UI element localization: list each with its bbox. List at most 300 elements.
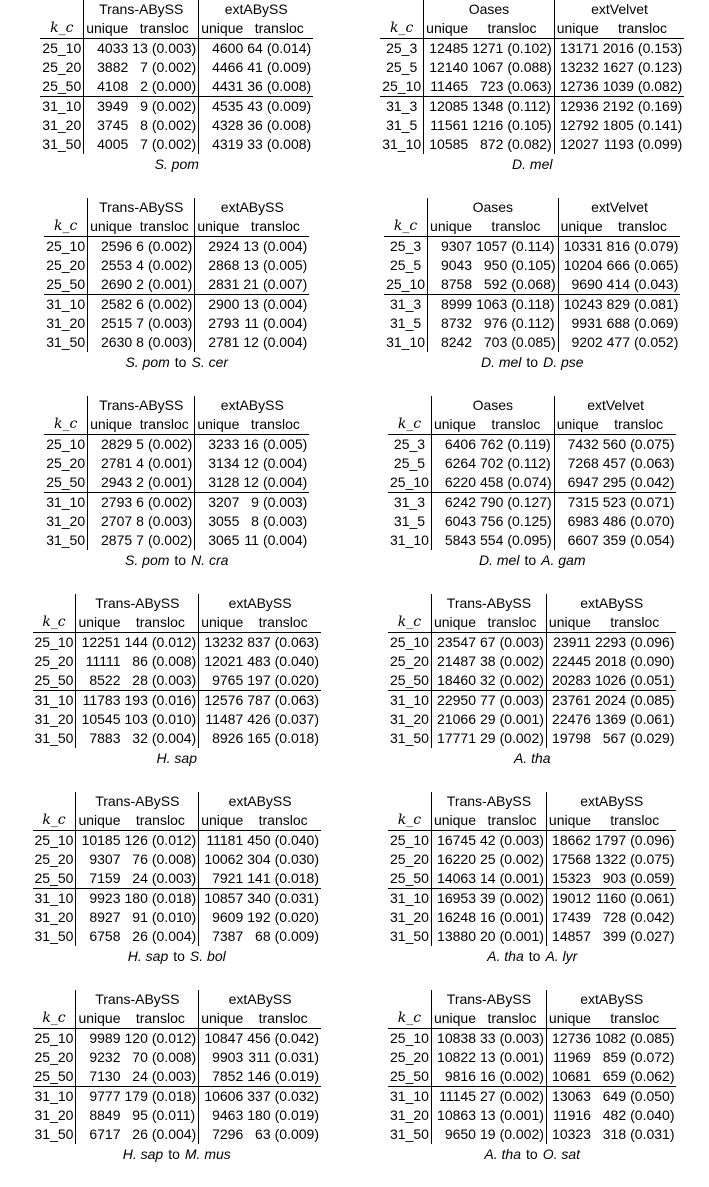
group2-unique-cell: 23911 xyxy=(553,634,591,650)
group2-transloc-count-cell: 68 xyxy=(255,928,271,944)
results-table xyxy=(33,990,321,1144)
group1-transloc-count-cell: 1057 xyxy=(476,238,508,254)
table-row xyxy=(44,473,309,493)
table-body xyxy=(388,435,676,551)
kc-cell: 31_3 xyxy=(384,295,427,315)
table-row xyxy=(388,850,676,869)
table-body xyxy=(380,39,684,155)
group2-transloc-count-cell: 1627 xyxy=(602,59,634,75)
group2-transloc-count-cell: 2016 xyxy=(602,40,634,56)
group2-transloc-ratio-cell: (0.004) xyxy=(262,455,308,471)
group1-transloc-count-cell: 20 xyxy=(479,928,496,944)
table-block xyxy=(0,198,354,372)
group1-transloc-count-cell: 29 xyxy=(479,730,496,746)
group2-transloc-ratio-cell: (0.004) xyxy=(262,238,308,254)
kc-header: k_c xyxy=(388,1009,431,1029)
group1-transloc-ratio-cell: (0.000) xyxy=(150,77,199,97)
kc-cell: 25_50 xyxy=(388,869,431,889)
table-header xyxy=(388,990,676,1029)
group2-transloc-ratio-cell: (0.051) xyxy=(630,672,675,688)
group1-transloc-count-cell: 8 xyxy=(136,513,144,529)
group1-unique-cell: 2793 xyxy=(88,493,135,513)
kc-cell: 25_20 xyxy=(33,1048,76,1067)
group-header-row xyxy=(388,396,676,415)
group1-unique-cell: 2875 xyxy=(101,532,133,548)
table-caption xyxy=(487,947,577,966)
group1-unique-cell: 11783 xyxy=(76,691,123,711)
group1-unique-cell: 11145 xyxy=(431,1087,478,1107)
table-body xyxy=(44,237,309,353)
kc-cell: 31_20 xyxy=(44,512,87,531)
transloc-header-1: transloc xyxy=(478,415,554,435)
group2-unique-cell: 10062 xyxy=(204,851,244,867)
subheader-row xyxy=(33,1009,321,1029)
group2-transloc-count-cell: 1322 xyxy=(594,851,627,867)
kc-cell: 31_5 xyxy=(388,512,431,531)
group-header-row xyxy=(388,594,676,613)
group-header-1: Trans-ABySS xyxy=(76,990,199,1009)
group1-unique-cell: 13880 xyxy=(437,928,476,944)
table-row xyxy=(44,295,309,315)
subheader-row xyxy=(44,217,309,237)
group-header-2: extABySS xyxy=(220,199,284,215)
group1-transloc-ratio-cell: (0.001) xyxy=(146,454,195,473)
caption-to-word: to xyxy=(168,1146,180,1162)
group1-unique-cell: 6717 xyxy=(89,1126,121,1142)
group2-unique-cell: 10243 xyxy=(558,295,605,315)
group1-unique-cell: 4108 xyxy=(97,78,129,94)
group2-transloc-ratio-cell: (0.082) xyxy=(637,78,683,94)
group1-unique-cell: 16220 xyxy=(437,851,476,867)
group1-transloc-count-cell: 9 xyxy=(130,97,150,117)
unique-header-2: unique xyxy=(558,217,605,237)
table-row xyxy=(380,39,684,59)
group1-unique-cell: 2781 xyxy=(101,455,133,471)
group1-unique-cell: 4005 xyxy=(97,136,129,152)
group1-transloc-ratio-cell: (0.001) xyxy=(498,869,547,889)
group1-transloc-count-cell: 976 xyxy=(483,315,508,331)
table-block xyxy=(356,792,709,966)
group1-transloc-ratio-cell: (0.002) xyxy=(498,671,547,691)
unique-header-2: unique xyxy=(199,811,246,831)
group1-transloc-ratio-cell: (0.001) xyxy=(146,275,195,295)
kc-cell: 31_20 xyxy=(44,314,87,333)
group1-unique-cell: 9816 xyxy=(444,1068,476,1084)
group-header-row xyxy=(40,0,313,19)
group2-transloc-ratio-cell: (0.009) xyxy=(274,1126,319,1142)
group2-transloc-count-cell: 337 xyxy=(247,1088,271,1104)
kc-cell: 31_3 xyxy=(380,97,423,117)
group2-transloc-ratio-cell: (0.063) xyxy=(274,634,319,650)
group2-transloc-count-cell: 2192 xyxy=(602,98,634,114)
transloc-header-1: transloc xyxy=(123,811,199,831)
group2-transloc-ratio-cell: (0.003) xyxy=(262,513,308,529)
group2-transloc-count-cell: 318 xyxy=(602,1126,627,1142)
group1-unique-cell: 10545 xyxy=(81,711,121,727)
group2-transloc-count-cell: 12 xyxy=(243,455,259,471)
caption-species-left: D. mel xyxy=(512,156,553,172)
transloc-header-2: transloc xyxy=(245,613,321,633)
group1-unique-cell: 18460 xyxy=(437,672,476,688)
table-row xyxy=(388,435,676,455)
group2-transloc-count-cell: 359 xyxy=(602,532,627,548)
caption-species-right: S. cer xyxy=(191,354,229,370)
group1-transloc-ratio-cell: (0.003) xyxy=(498,831,547,851)
table-block xyxy=(356,396,709,570)
group1-unique-cell: 3745 xyxy=(97,117,129,133)
group1-transloc-ratio-cell: (0.004) xyxy=(150,1125,199,1144)
results-table xyxy=(388,396,676,550)
table-body xyxy=(44,435,309,551)
table-header xyxy=(44,198,309,237)
group2-transloc-count-cell: 477 xyxy=(606,334,631,350)
group1-transloc-ratio-cell: (0.003) xyxy=(498,691,547,711)
group2-transloc-count-cell: 295 xyxy=(602,474,627,490)
corner-cell xyxy=(33,792,76,811)
table-row xyxy=(44,454,309,473)
table-row xyxy=(380,97,684,117)
group1-transloc-count-cell: 180 xyxy=(124,890,148,906)
group1-transloc-ratio-cell: (0.003) xyxy=(150,869,199,889)
group1-unique-cell: 2829 xyxy=(101,436,133,452)
group1-unique-cell: 12140 xyxy=(429,59,469,75)
group1-unique-cell: 21487 xyxy=(437,653,476,669)
group2-transloc-count-cell: 43 xyxy=(247,98,263,114)
group2-transloc-count-cell: 33 xyxy=(247,136,263,152)
group1-unique-cell: 10863 xyxy=(437,1107,476,1123)
caption-species-left: H. sap xyxy=(122,1146,164,1162)
group-header-row xyxy=(33,594,321,613)
kc-cell: 25_50 xyxy=(44,275,87,295)
group2-transloc-count-cell: 426 xyxy=(247,711,271,727)
group2-unique-cell: 13171 xyxy=(559,40,599,56)
kc-header: k_c xyxy=(40,19,83,39)
transloc-header-2: transloc xyxy=(241,217,309,237)
group1-transloc-count-cell: 5 xyxy=(136,436,144,452)
table-row xyxy=(33,850,321,869)
group1-transloc-count-cell: 592 xyxy=(483,276,508,292)
group1-transloc-count-cell: 2 xyxy=(136,474,144,490)
table-body xyxy=(388,633,676,749)
table-block xyxy=(0,990,354,1164)
kc-cell: 25_10 xyxy=(33,633,76,653)
group1-transloc-count-cell: 6 xyxy=(136,238,144,254)
corner-cell xyxy=(384,198,427,217)
group2-transloc-ratio-cell: (0.069) xyxy=(634,315,679,331)
transloc-header-1: transloc xyxy=(478,1009,546,1029)
group1-transloc-count-cell: 1348 xyxy=(472,98,504,114)
group2-transloc-count-cell: 16 xyxy=(243,436,259,452)
group1-transloc-ratio-cell: (0.003) xyxy=(146,314,195,333)
group1-unique-cell: 9923 xyxy=(76,889,123,909)
results-table xyxy=(388,594,676,748)
table-row xyxy=(44,333,309,352)
transloc-header-2: transloc xyxy=(601,415,677,435)
kc-cell: 31_10 xyxy=(388,691,431,711)
unique-header-2: unique xyxy=(199,19,246,39)
group1-transloc-ratio-cell: (0.001) xyxy=(498,908,547,927)
table-row xyxy=(44,531,309,550)
group2-transloc-count-cell: 816 xyxy=(606,238,631,254)
unique-header-1: unique xyxy=(424,19,471,39)
kc-cell: 31_5 xyxy=(384,314,427,333)
table-caption xyxy=(155,155,199,174)
table-header xyxy=(388,396,676,435)
group1-transloc-count-cell: 723 xyxy=(480,78,504,94)
table-header xyxy=(44,396,309,435)
group1-unique-cell: 2707 xyxy=(101,513,133,529)
group2-transloc-ratio-cell: (0.141) xyxy=(637,117,683,133)
group1-unique-cell: 7130 xyxy=(89,1068,121,1084)
group1-unique-cell: 8927 xyxy=(89,909,121,925)
transloc-header-2: transloc xyxy=(593,613,677,633)
group1-transloc-ratio-cell: (0.002) xyxy=(146,435,195,455)
group1-transloc-count-cell: 77 xyxy=(479,692,496,708)
kc-header: k_c xyxy=(384,217,427,237)
group1-unique-cell: 9307 xyxy=(440,238,473,254)
results-table xyxy=(33,594,321,748)
group1-transloc-ratio-cell: (0.003) xyxy=(150,1067,199,1087)
group2-transloc-ratio-cell: (0.070) xyxy=(630,513,675,529)
group2-unique-cell: 12936 xyxy=(554,97,601,117)
kc-header: k_c xyxy=(44,415,87,435)
table-caption xyxy=(157,749,197,768)
caption-to-word: to xyxy=(173,948,185,964)
group1-unique-cell: 14063 xyxy=(437,870,476,886)
kc-header: k_c xyxy=(33,1009,76,1029)
corner-cell xyxy=(388,990,431,1009)
group2-transloc-ratio-cell: (0.031) xyxy=(274,1049,319,1065)
group1-unique-cell: 10185 xyxy=(81,832,121,848)
caption-species-right: A. lyr xyxy=(545,948,578,964)
group1-transloc-ratio-cell: (0.003) xyxy=(498,1029,547,1049)
kc-cell: 31_10 xyxy=(33,691,76,711)
group2-transloc-ratio-cell: (0.032) xyxy=(274,1088,319,1104)
group1-transloc-count-cell: 26 xyxy=(132,1126,148,1142)
group1-unique-cell: 6406 xyxy=(444,436,476,452)
group2-transloc-ratio-cell: (0.020) xyxy=(274,672,319,688)
group1-transloc-count-cell: 76 xyxy=(132,851,148,867)
group1-unique-cell: 12085 xyxy=(424,97,471,117)
table-row xyxy=(388,473,676,493)
table-header xyxy=(33,990,321,1029)
group2-unique-cell: 17439 xyxy=(552,909,591,925)
table-caption xyxy=(123,1145,231,1164)
unique-header-2: unique xyxy=(195,415,242,435)
group2-unique-cell: 7387 xyxy=(212,928,244,944)
group2-transloc-ratio-cell: (0.019) xyxy=(274,1107,319,1123)
group1-transloc-count-cell: 1063 xyxy=(476,296,508,312)
group1-transloc-count-cell: 193 xyxy=(124,692,148,708)
group1-unique-cell: 21066 xyxy=(437,711,476,727)
group1-transloc-count-cell: 120 xyxy=(124,1030,148,1046)
table-caption xyxy=(479,551,586,570)
group1-transloc-count-cell: 7 xyxy=(140,59,148,75)
kc-cell: 31_10 xyxy=(40,97,83,117)
group1-transloc-ratio-cell: (0.002) xyxy=(150,116,199,135)
group2-unique-cell: 3207 xyxy=(195,493,242,513)
kc-cell: 25_50 xyxy=(44,473,87,493)
group1-transloc-ratio-cell: (0.002) xyxy=(150,135,199,154)
group1-transloc-ratio-cell: (0.002) xyxy=(146,237,195,257)
kc-cell: 25_10 xyxy=(44,237,87,257)
group1-transloc-ratio-cell: (0.002) xyxy=(150,58,199,77)
group1-transloc-count-cell: 703 xyxy=(483,334,508,350)
group1-transloc-count-cell: 32 xyxy=(479,672,496,688)
group-header-2: extABySS xyxy=(220,397,284,413)
table-row xyxy=(384,314,680,333)
group1-transloc-ratio-cell: (0.074) xyxy=(505,473,554,493)
kc-cell: 31_10 xyxy=(388,889,431,909)
group1-transloc-count-cell: 25 xyxy=(479,851,496,867)
kc-cell: 25_5 xyxy=(380,58,423,77)
group-header-2: extABySS xyxy=(228,991,292,1007)
table-header xyxy=(380,0,684,39)
corner-cell xyxy=(380,0,423,19)
kc-cell: 25_3 xyxy=(384,237,427,257)
group2-unique-cell: 2793 xyxy=(208,315,240,331)
group-header-row xyxy=(380,0,684,19)
kc-cell: 31_50 xyxy=(33,927,76,946)
group2-unique-cell: 2924 xyxy=(208,238,240,254)
transloc-header-1: transloc xyxy=(474,217,558,237)
group1-unique-cell: 10838 xyxy=(437,1030,476,1046)
corner-cell xyxy=(44,198,87,217)
group1-transloc-ratio-cell: (0.002) xyxy=(498,1087,547,1107)
group2-transloc-ratio-cell: (0.059) xyxy=(630,870,675,886)
table-row xyxy=(33,831,321,851)
group2-unique-cell: 9765 xyxy=(212,672,244,688)
group2-transloc-ratio-cell: (0.096) xyxy=(630,832,675,848)
group2-unique-cell: 12021 xyxy=(204,653,244,669)
subheader-row xyxy=(380,19,684,39)
group2-unique-cell: 7296 xyxy=(212,1126,244,1142)
group1-transloc-count-cell: 16 xyxy=(479,1068,496,1084)
group1-transloc-count-cell: 24 xyxy=(132,870,148,886)
group1-transloc-count-cell: 70 xyxy=(132,1049,148,1065)
table-row xyxy=(40,116,313,135)
group2-transloc-count-cell: 9 xyxy=(241,493,261,513)
table-block xyxy=(356,990,709,1164)
group2-unique-cell: 3065 xyxy=(208,532,240,548)
group1-transloc-count-cell: 19 xyxy=(479,1126,496,1142)
table-row xyxy=(44,237,309,257)
group2-unique-cell: 8926 xyxy=(212,730,244,746)
group2-unique-cell: 12027 xyxy=(559,136,599,152)
results-table xyxy=(33,792,321,946)
group2-transloc-ratio-cell: (0.031) xyxy=(274,890,319,906)
group1-transloc-count-cell: 14 xyxy=(479,870,496,886)
group1-transloc-count-cell: 33 xyxy=(479,1030,496,1046)
corner-cell xyxy=(40,0,83,19)
group2-unique-cell: 23761 xyxy=(546,691,593,711)
unique-header-2: unique xyxy=(199,1009,246,1029)
group-header-row xyxy=(33,990,321,1009)
kc-cell: 31_20 xyxy=(33,1106,76,1125)
table-row xyxy=(388,1067,676,1087)
group-header-1: Trans-ABySS xyxy=(76,792,199,811)
group1-unique-cell: 9232 xyxy=(89,1049,121,1065)
group1-transloc-count-cell: 95 xyxy=(132,1107,148,1123)
table-row xyxy=(380,135,684,154)
group2-transloc-count-cell: 666 xyxy=(606,257,631,273)
group2-transloc-ratio-cell: (0.052) xyxy=(634,334,679,350)
table-row xyxy=(388,908,676,927)
table-row xyxy=(33,710,321,729)
group1-transloc-ratio-cell: (0.001) xyxy=(146,473,195,493)
subheader-row xyxy=(388,1009,676,1029)
kc-cell: 25_10 xyxy=(33,831,76,851)
kc-cell: 25_50 xyxy=(33,869,76,889)
group2-unique-cell: 18662 xyxy=(552,832,591,848)
unique-header-1: unique xyxy=(88,415,135,435)
group1-unique-cell: 6043 xyxy=(444,513,476,529)
group2-unique-cell: 10857 xyxy=(199,889,246,909)
group2-transloc-count-cell: 837 xyxy=(247,634,271,650)
group2-transloc-ratio-cell: (0.085) xyxy=(630,1030,675,1046)
group2-transloc-count-cell: 36 xyxy=(247,117,263,133)
group2-unique-cell: 12736 xyxy=(559,78,599,94)
group2-transloc-count-cell: 456 xyxy=(247,1030,271,1046)
group2-unique-cell: 12576 xyxy=(199,691,246,711)
group-header-2: extVelvet xyxy=(591,1,648,17)
group2-transloc-count-cell: 688 xyxy=(606,315,631,331)
table-row xyxy=(388,512,676,531)
table-row xyxy=(388,1087,676,1107)
group1-transloc-ratio-cell: (0.095) xyxy=(505,531,554,550)
group1-transloc-ratio-cell: (0.112) xyxy=(509,314,558,333)
kc-cell: 25_20 xyxy=(33,652,76,671)
group2-unique-cell: 6607 xyxy=(567,532,599,548)
group2-transloc-ratio-cell: (0.040) xyxy=(630,1107,675,1123)
group2-transloc-count-cell: 63 xyxy=(255,1126,271,1142)
table-row xyxy=(388,671,676,691)
group1-unique-cell: 23547 xyxy=(437,634,476,650)
group2-transloc-count-cell: 523 xyxy=(602,494,627,510)
transloc-header-1: transloc xyxy=(478,613,546,633)
group1-transloc-ratio-cell: (0.002) xyxy=(498,1125,547,1144)
group1-unique-cell: 11465 xyxy=(430,78,469,94)
group2-transloc-count-cell: 13 xyxy=(243,296,259,312)
group2-unique-cell: 10331 xyxy=(563,238,603,254)
kc-cell: 31_10 xyxy=(388,531,431,550)
kc-cell: 25_20 xyxy=(44,454,87,473)
group2-transloc-count-cell: 180 xyxy=(247,1107,271,1123)
group2-transloc-count-cell: 859 xyxy=(602,1049,627,1065)
group1-transloc-ratio-cell: (0.119) xyxy=(505,435,554,455)
group1-transloc-count-cell: 86 xyxy=(132,653,148,669)
group-header-2: extVelvet xyxy=(591,199,648,215)
group1-transloc-ratio-cell: (0.008) xyxy=(150,850,199,869)
kc-cell: 25_10 xyxy=(388,633,431,653)
group2-transloc-count-cell: 1160 xyxy=(593,889,628,909)
kc-cell: 31_20 xyxy=(40,116,83,135)
kc-header: k_c xyxy=(33,811,76,831)
kc-cell: 25_3 xyxy=(380,39,423,59)
group2-unique-cell: 9609 xyxy=(212,909,244,925)
table-caption xyxy=(125,551,228,570)
corner-cell xyxy=(388,396,431,415)
table-header xyxy=(40,0,313,39)
group2-unique-cell: 4431 xyxy=(212,78,244,94)
results-table xyxy=(380,0,684,154)
unique-header-1: unique xyxy=(88,217,135,237)
group1-transloc-ratio-cell: (0.068) xyxy=(509,275,558,295)
group1-transloc-ratio-cell: (0.002) xyxy=(498,652,547,671)
group2-transloc-count-cell: 304 xyxy=(247,851,271,867)
group-header-1: Trans-ABySS xyxy=(88,198,195,217)
transloc-header-2: transloc xyxy=(245,19,313,39)
